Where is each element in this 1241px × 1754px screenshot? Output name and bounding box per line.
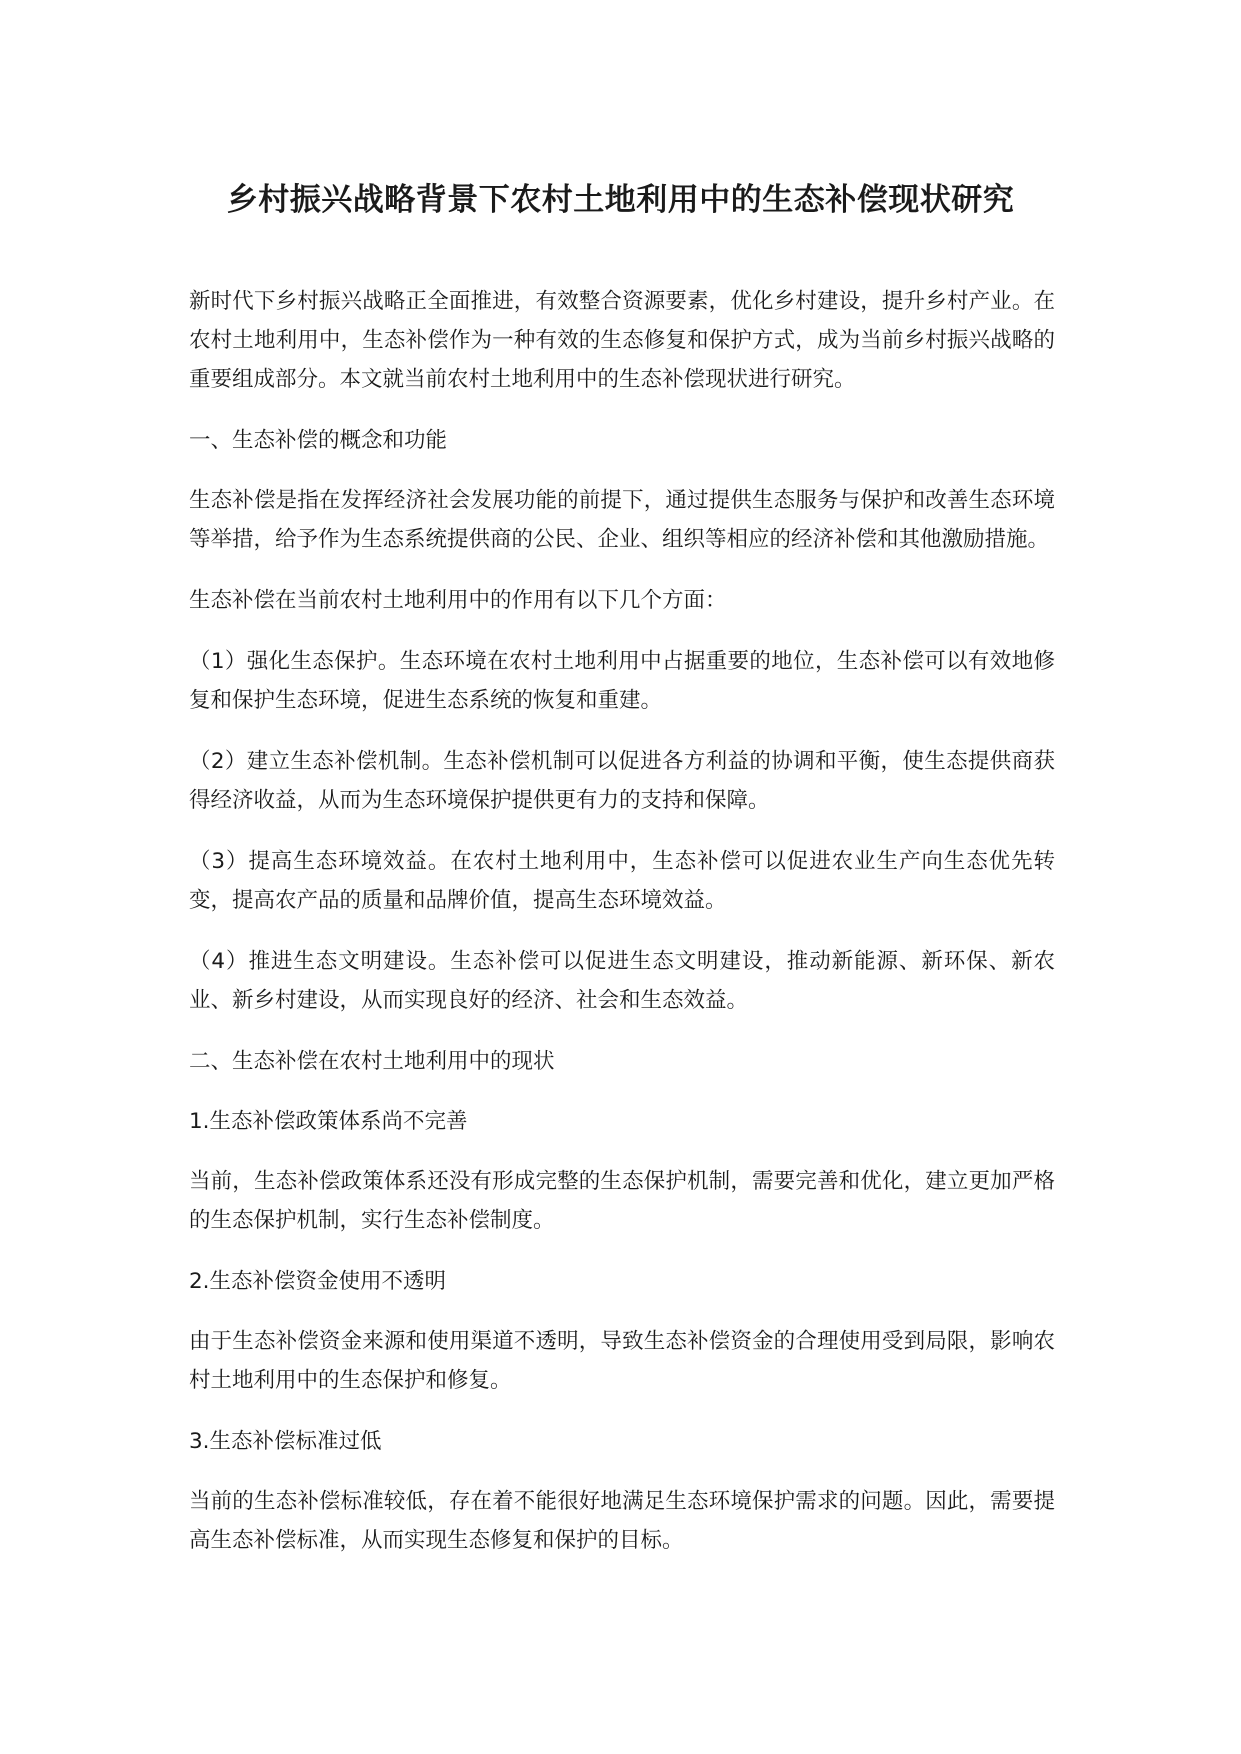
list-item-1: （1）强化生态保护。生态环境在农村土地利用中占据重要的地位，生态补偿可以有效地修复和保护生态环境，促进生态系统的恢复和重建。 [189,649,1055,713]
paragraph-definition: 生态补偿是指在发挥经济社会发展功能的前提下，通过提供生态服务与保护和改善生态环境等举措，给予作为生态系统提供商的公民、企业、组织等相应的经济补偿和其他激励措施。 [189,488,1055,552]
section-heading-1: 一、生态补偿的概念和功能 [189,428,448,453]
document-body [189,282,1055,1582]
paragraph-standard: 当前的生态补偿标准较低，存在着不能很好地满足生态环境保护需求的问题。因此，需要提高生态补偿标准，从而实现生态修复和保护的目标。 [189,1489,1055,1553]
subheading-3: 3.生态补偿标准过低 [189,1429,382,1454]
paragraph-roles-intro: 生态补偿在当前农村土地利用中的作用有以下几个方面： [189,588,727,613]
list-item-4: （4）推进生态文明建设。生态补偿可以促进生态文明建设，推动新能源、新环保、新农业、新乡村建设，从而实现良好的经济、社会和生态效益。 [189,949,1055,1013]
section-heading-2: 二、生态补偿在农村土地利用中的现状 [189,1049,555,1074]
intro-paragraph: 新时代下乡村振兴战略正全面推进，有效整合资源要素，优化乡村建设，提升乡村产业。在农村土地利用中，生态补偿作为一种有效的生态修复和保护方式，成为当前乡村振兴战略的重要组成部分。本文就当前农村土地利用中的生态补偿现状进行研究。 [189,289,1055,392]
paragraph-funding: 由于生态补偿资金来源和使用渠道不透明，导致生态补偿资金的合理使用受到局限，影响农村土地利用中的生态保护和修复。 [189,1329,1055,1393]
subheading-2: 2.生态补偿资金使用不透明 [189,1269,447,1294]
document-title: 乡村振兴战略背景下农村土地利用中的生态补偿现状研究 [226,182,1015,218]
subheading-1: 1.生态补偿政策体系尚不完善 [189,1109,468,1134]
paragraph-policy: 当前，生态补偿政策体系还没有形成完整的生态保护机制，需要完善和优化，建立更加严格的生态保护机制，实行生态补偿制度。 [189,1169,1055,1233]
list-item-3: （3）提高生态环境效益。在农村土地利用中，生态补偿可以促进农业生产向生态优先转变，提高农产品的质量和品牌价值，提高生态环境效益。 [189,849,1055,913]
list-item-2: （2）建立生态补偿机制。生态补偿机制可以促进各方利益的协调和平衡，使生态提供商获得经济收益，从而为生态环境保护提供更有力的支持和保障。 [189,749,1055,813]
